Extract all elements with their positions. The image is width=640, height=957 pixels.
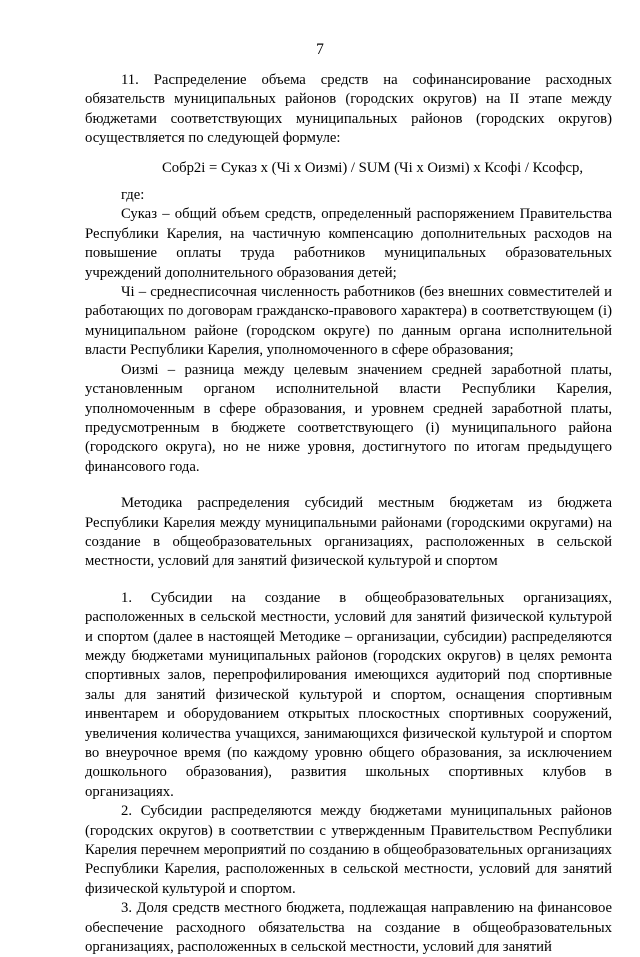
formula-where-label: где: bbox=[121, 187, 145, 204]
methodology-item-2: 2. Субсидии распределяются между бюджетами муниципальных районов (городских округов) в соответствии с утвержденным Правительством Республики Карелия перечнем мероприятий по созданию в общеобразовательных организациях Республики Карелия, расположенных в сельской местности, условий для занятий физической культурой и спортом. bbox=[85, 803, 612, 897]
section-11-intro: 11. Распределение объема средств на софинансирование расходных обязательств муниципальных районов (городских округов) на II этапе между бюджетами соответствующих муниципальных районов (городских округов) осуществляется по следующей формуле: bbox=[85, 72, 612, 147]
definition-chi: Чi – среднесписочная численность работников (без внешних совместителей и работающих по договорам гражданско-правового характера) в соответствующем (i) муниципальном районе (городском округе) по данным органа исполнительной власти Республики Карелия, уполномоченного в сфере образования; bbox=[85, 284, 612, 359]
methodology-item-1: 1. Субсидии на создание в общеобразовательных организациях, расположенных в сельской местности, условий для занятий физической культурой и спортом (далее в настоящей Методике – организации, субсидии) распределяются между бюджетами муниципальных районов (городских округов) в целях ремонта спортивных залов, перепрофилирования имеющихся аудиторий под спортивные залы для занятий физической культурой и спортом, оснащения спортивным инвентарем и оборудованием открытых плоскостных спортивных сооружений, увеличения количества учащихся, занимающихся физической культурой и спортом во внеурочное время (по каждому уровню общего образования, за исключением дошкольного образования), развития школьных спортивных клубов в организациях. bbox=[85, 589, 612, 800]
methodology-title: Методика распределения субсидий местным бюджетам из бюджета Республики Карелия между муниципальными районами (городскими округами) на создание в общеобразовательных организациях, расположенных в сельской местности, условий для занятий физической культурой и спортом bbox=[85, 495, 612, 570]
definition-oizmi: Оизмi – разница между целевым значением средней заработной платы, установленным органом исполнительной власти Республики Карелия, уполномоченным в сфере образования, и уровнем средней заработной платы, предусмотренным в бюджете соответствующего (i) муниципального района (городского округа), но не ниже уровня, достигнутого по итогам предыдущего финансового года. bbox=[85, 361, 612, 475]
distribution-formula: Собр2i = Суказ x (Чi x Оизмi) / SUM (Чi x Оизмi) x Ксофi / Ксофср, bbox=[161, 159, 584, 176]
document-body bbox=[85, 71, 612, 957]
page-number: 7 bbox=[316, 41, 324, 58]
methodology-item-3: 3. Доля средств местного бюджета, подлежащая направлению на финансовое обеспечение расходного обязательства на создание в общеобразовательных организациях, расположенных в сельской местности, условий для занятий bbox=[85, 900, 612, 956]
definition-sukaz: Суказ – общий объем средств, определенный распоряжением Правительства Республики Карелия, на частичную компенсацию дополнительных расходов на повышение оплаты труда работников муниципальных образовательных учреждений дополнительного образования детей; bbox=[85, 206, 612, 281]
